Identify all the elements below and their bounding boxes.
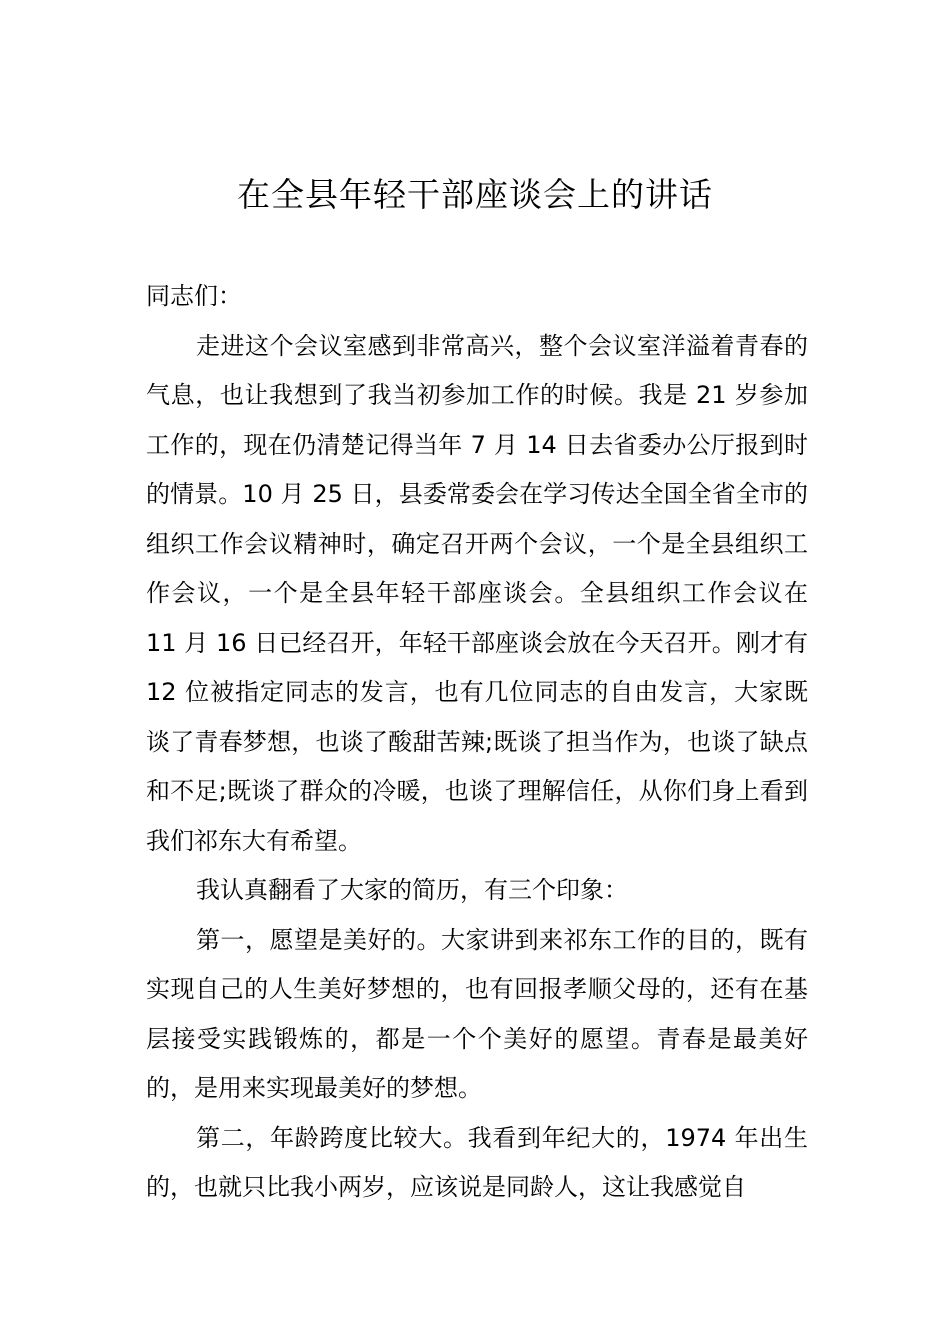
paragraph-4: 第二，年龄跨度比较大。我看到年纪大的，1974 年出生的，也就只比我小两岁，应该说是同龄人，这让我感觉自 [146, 1123, 808, 1201]
document-title: 在全县年轻干部座谈会上的讲话 [237, 175, 713, 214]
paragraph-2: 我认真翻看了大家的简历，有三个印象： [196, 876, 628, 904]
paragraph-3: 第一，愿望是美好的。大家讲到来祁东工作的目的，既有实现自己的人生美好梦想的，也有回报孝顺父母的，还有在基层接受实践锻炼的，都是一个个美好的愿望。青春是最美好的，是用来实现最美好的梦想。 [146, 925, 808, 1102]
salutation: 同志们： [146, 282, 242, 310]
paragraph-1: 走进这个会议室感到非常高兴，整个会议室洋溢着青春的气息，也让我想到了我当初参加工作的时候。我是 21 岁参加工作的，现在仍清楚记得当年 7 月 14 日去省委办公厅报到时的情景。10 月 25 日，县委常委会在学习传达全国全省全市的组织工作会议精神时，确定召开两个会议，一个是全县组织工作会议，一个是全县年轻干部座谈会。全县组织工作会议在 11 月 16 日已经召开，年轻干部座谈会放在今天召开。刚才有 12 位被指定同志的发言，也有几位同志的自由发言，大家既谈了青春梦想，也谈了酸甜苦辣;既谈了担当作为，也谈了缺点和不足;既谈了群众的冷暖，也谈了理解信任，从你们身上看到我们祁东大有希望。 [146, 331, 808, 855]
document-body [146, 272, 808, 1213]
